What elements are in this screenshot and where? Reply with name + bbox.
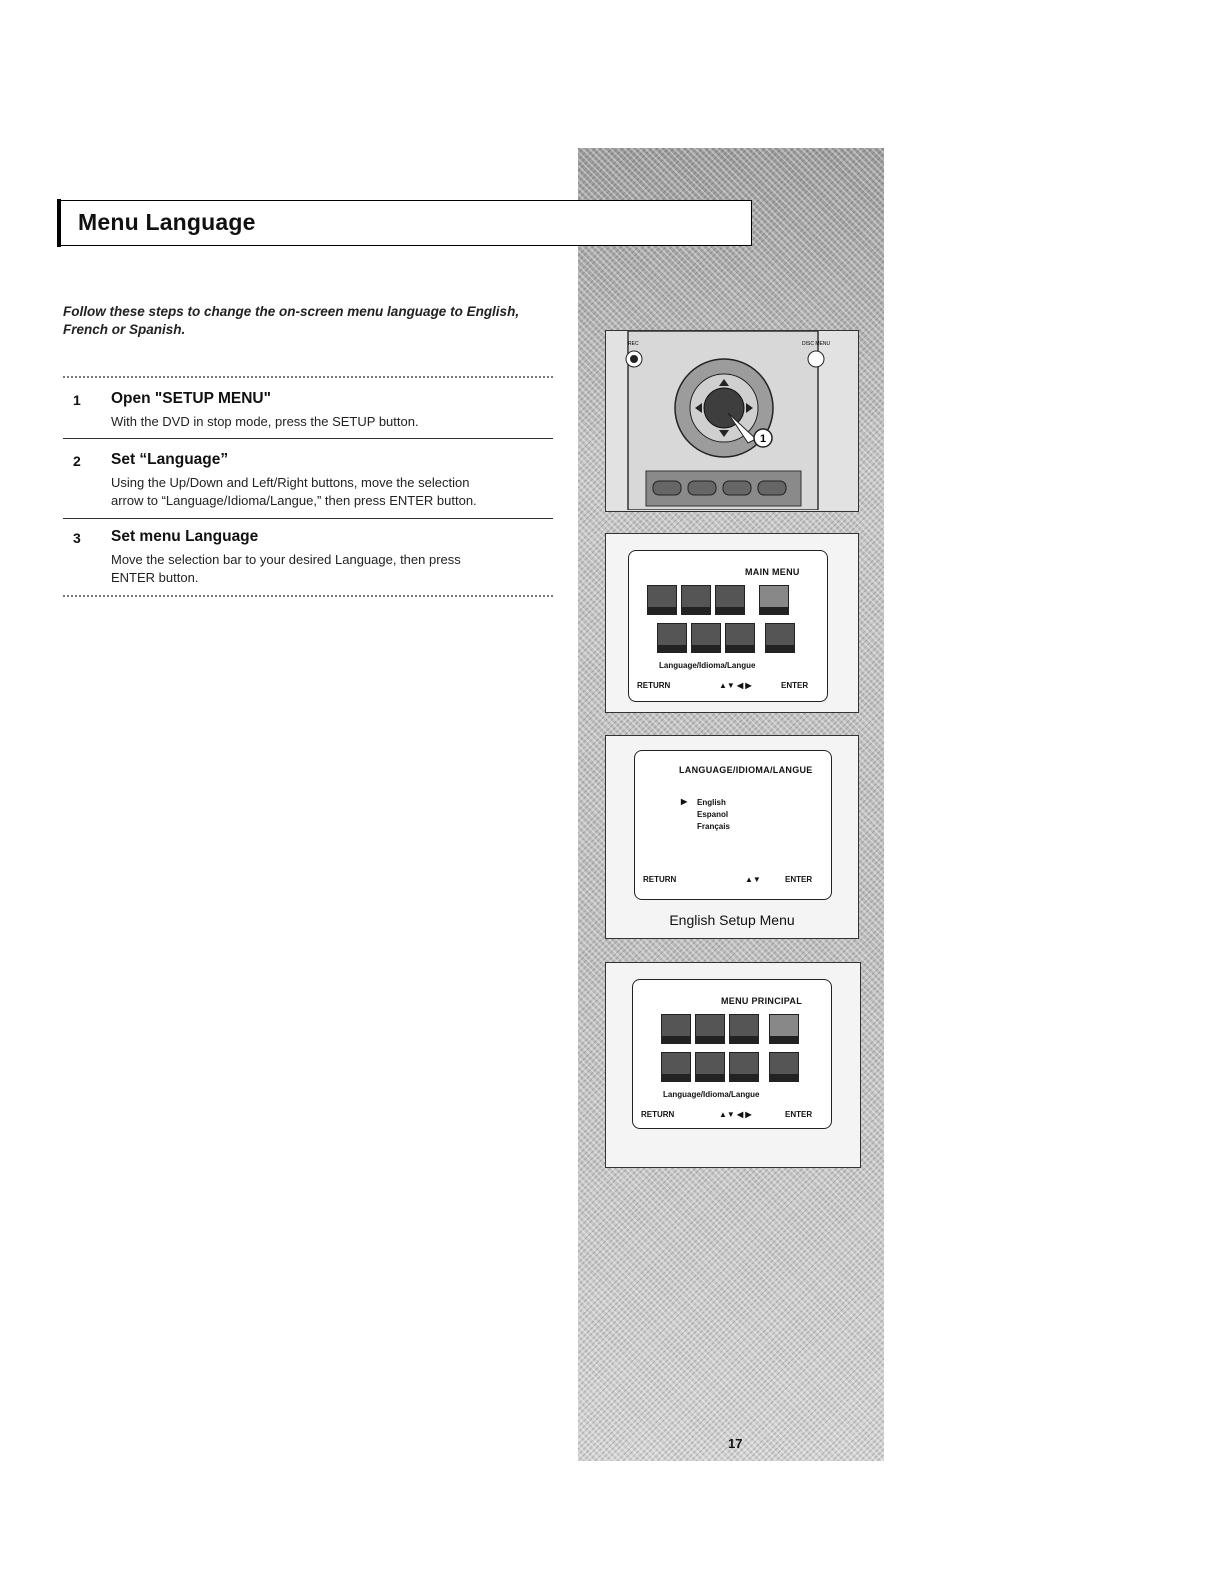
panel-caption: English Setup Menu [669,912,795,928]
menu-principal-caption: Language/Idioma/Langue [663,1090,760,1099]
callout-number: 1 [759,433,767,445]
selection-marker: ▶ [681,797,688,806]
language-icon [769,1014,799,1044]
language-menu-panel [605,735,859,939]
channel-icon [725,623,755,653]
dvd-icon [661,1014,691,1044]
disc-menu-label: DISC MENU [802,341,831,347]
vcr-icon [681,585,711,615]
return-label: RETURN [641,1110,675,1119]
enter-label: ENTER [781,681,809,690]
menu-principal-title: MENU PRINCIPAL [721,996,803,1006]
step-divider [63,518,553,519]
enter-label: ENTER [785,875,813,884]
step-3-number: 3 [73,530,81,546]
step-3-title: Set menu Language [111,528,259,545]
channel-icon [729,1052,759,1082]
nav-arrows: ▲▼ ◀ ▶ [719,1110,752,1119]
nav-arrows: ▲▼ ◀ ▶ [719,681,752,690]
remote-control-drawing [606,331,857,510]
return-label: RETURN [637,681,671,690]
option-icon [715,585,745,615]
menu-principal-screen [632,979,832,1129]
return-label: RETURN [643,875,677,884]
step-1-title: Open "SETUP MENU" [111,390,271,407]
main-menu-caption: Language/Idioma/Langue [659,661,756,670]
main-menu-panel [605,533,859,713]
option-icon [729,1014,759,1044]
main-menu-title: MAIN MENU [745,567,800,577]
exit-icon [765,623,795,653]
program-icon [657,623,687,653]
intro-text: Follow these steps to change the on-screen menu language to English, French or Spanish. [63,304,520,337]
language-option-francais: Français [697,822,730,831]
language-icon [759,585,789,615]
step-2-title: Set “Language” [111,451,229,468]
remote-control-illustration [605,330,859,512]
page-number: 17 [728,1436,743,1451]
step-2-text-line-2: arrow to “Language/Idioma/Langue,” then press ENTER button. [111,493,477,508]
language-option-english: English [697,798,726,807]
menu-principal-panel [605,962,861,1168]
main-menu-screen [628,550,828,702]
clock-icon [691,623,721,653]
vcr-icon [695,1014,725,1044]
step-2-text-line-1: Using the Up/Down and Left/Right buttons, move the selection [111,475,470,490]
language-option-espanol: Espanol [697,810,729,819]
step-divider [63,438,553,439]
step-1-text: With the DVD in stop mode, press the SETUP button. [111,414,419,429]
step-3-text-line-2: ENTER button. [111,570,199,585]
clock-icon [695,1052,725,1082]
program-icon [661,1052,691,1082]
language-menu-title: LANGUAGE/IDIOMA/LANGUE [679,765,813,775]
step-2-number: 2 [73,453,81,469]
language-menu-screen [634,750,832,900]
step-1-number: 1 [73,392,81,408]
exit-icon [769,1052,799,1082]
nav-arrows: ▲▼ [745,875,761,884]
dotted-divider [63,595,553,597]
enter-label: ENTER [785,1110,813,1119]
page-title: Menu Language [78,209,256,235]
rec-label: REC [628,341,639,347]
step-3-text-line-1: Move the selection bar to your desired Language, then press [111,552,461,567]
dotted-divider [63,376,553,378]
dvd-icon [647,585,677,615]
